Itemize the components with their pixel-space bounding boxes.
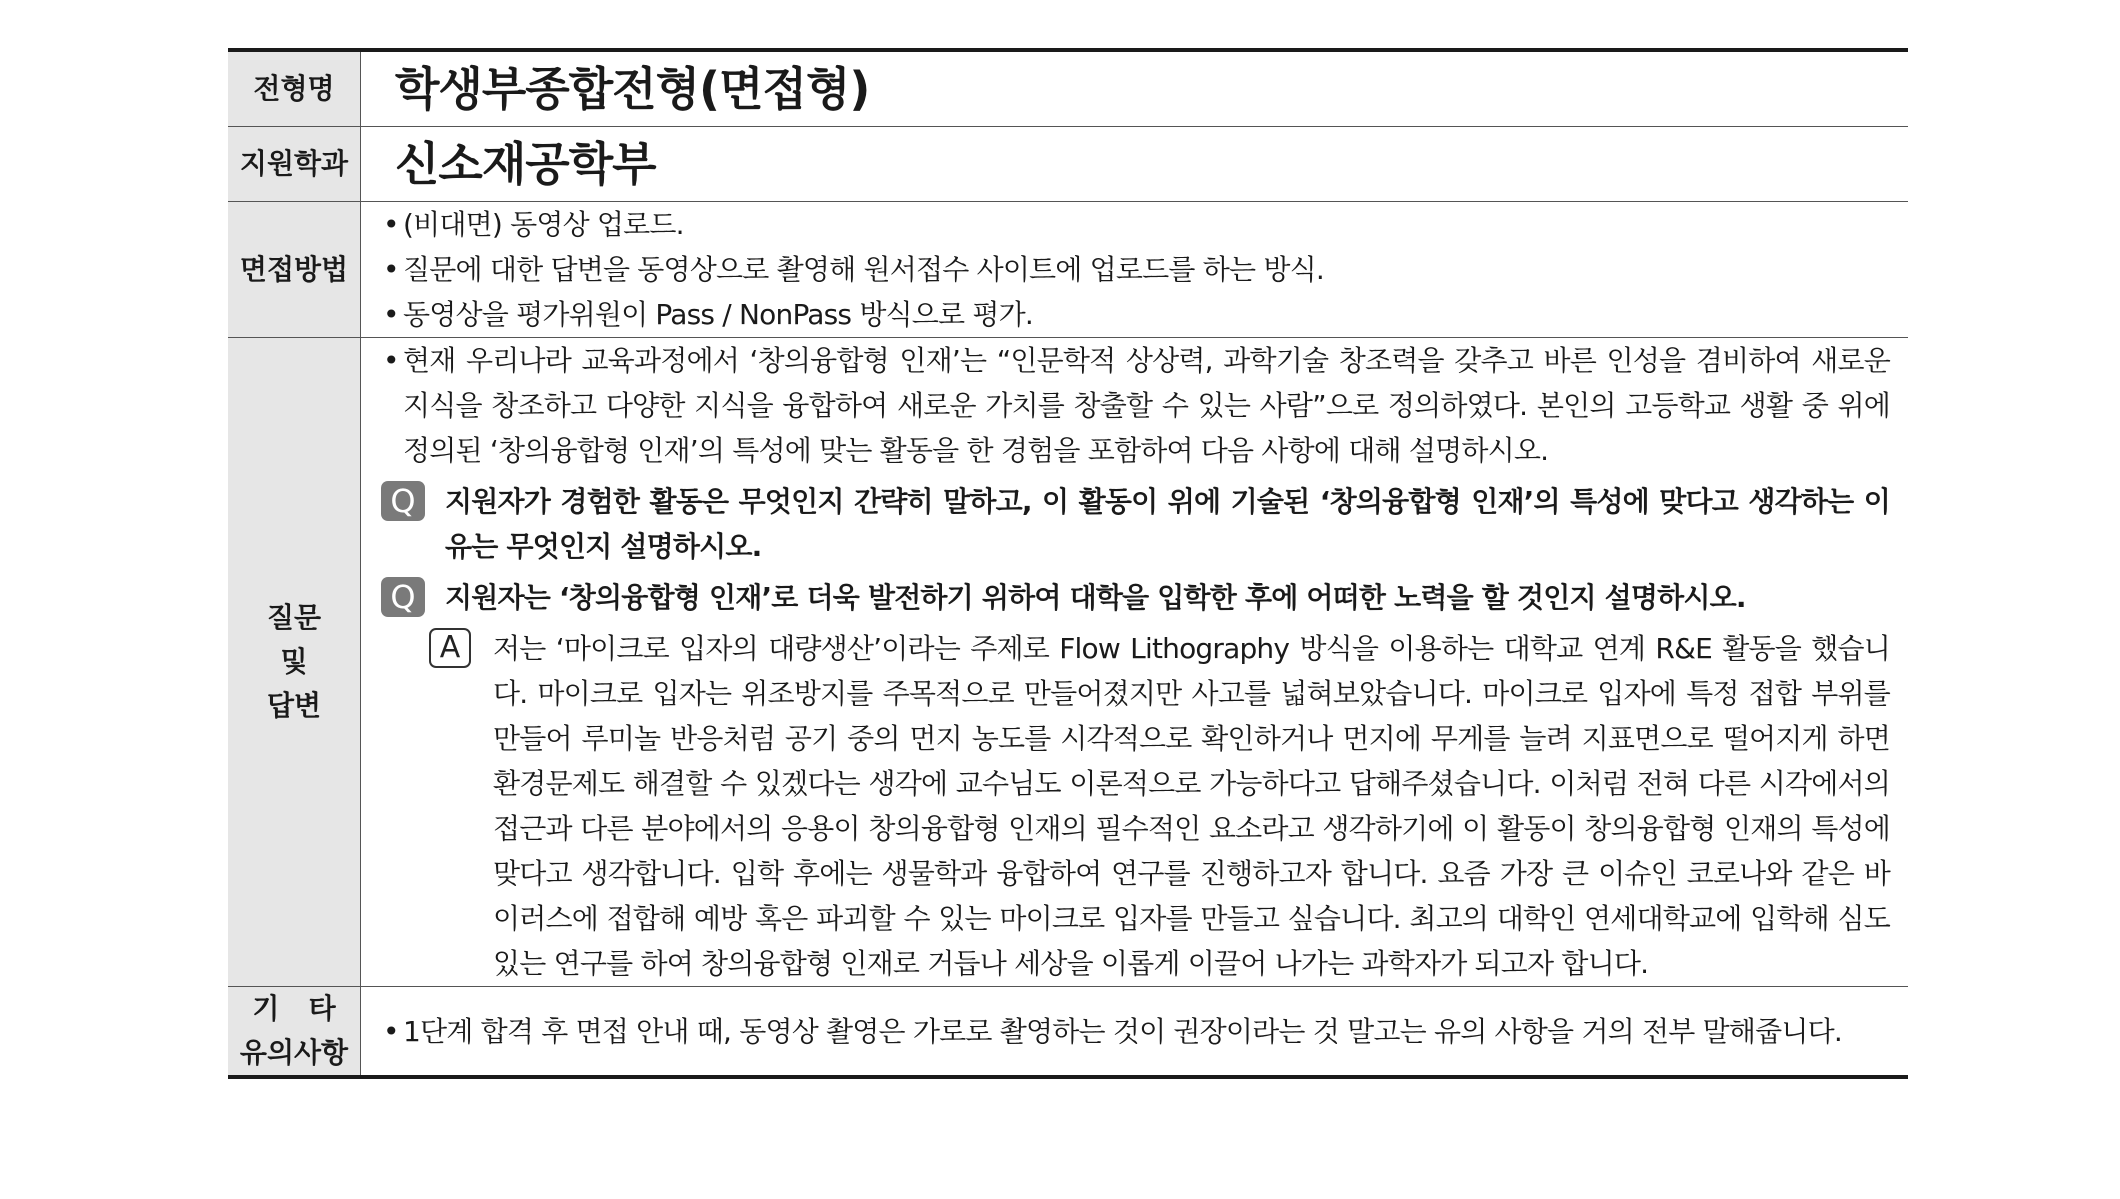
answer-badge-icon: A — [429, 628, 471, 668]
value-department-cell — [361, 127, 1909, 202]
other-notes-text: • 1단계 합격 후 면접 안내 때, 동영상 촬영은 가로로 촬영하는 것이 권장이라는 것 말고는 유의 사항을 거의 전부 말해줍니다. — [381, 1009, 1890, 1054]
label-qa-line-2: 및 — [280, 645, 308, 678]
label-questions-answers — [228, 338, 361, 987]
department-value: 신소재공학부 — [395, 137, 656, 191]
admission-interview-sheet — [228, 48, 1908, 1079]
method-item-2: • 질문에 대한 답변을 동영상으로 촬영해 원서접수 사이트에 업로드를 하는 방식. — [381, 247, 1890, 292]
row-admission-type — [228, 50, 1908, 127]
row-interview-method — [228, 202, 1908, 338]
label-other-notes — [228, 987, 361, 1078]
method-item-1: • (비대면) 동영상 업로드. — [381, 202, 1890, 247]
question-2 — [381, 575, 1890, 620]
row-other-notes — [228, 987, 1908, 1078]
label-department: 지원학과 — [228, 127, 361, 202]
value-interview-method-cell — [361, 202, 1909, 338]
question-2-text: 지원자는 ‘창의융합형 인재’로 더욱 발전하기 위하여 대학을 입학한 후에 어떠한 노력을 할 것인지 설명하시오. — [445, 581, 1746, 614]
row-questions-answers — [228, 338, 1908, 987]
answer — [381, 626, 1890, 986]
label-notes-line-2: 유의사항 — [239, 1036, 349, 1069]
label-qa-line-3: 답변 — [266, 689, 322, 722]
question-badge-icon: Q — [381, 481, 425, 521]
value-questions-answers-cell — [361, 338, 1909, 987]
method-item-3: • 동영상을 평가위원이 Pass / NonPass 방식으로 평가. — [381, 292, 1890, 337]
label-interview-method: 면접방법 — [228, 202, 361, 338]
label-qa-line-1: 질문 — [266, 601, 322, 634]
value-admission-type-cell — [361, 50, 1909, 127]
admission-type-value: 학생부종합전형(면접형) — [395, 62, 870, 116]
question-1 — [381, 479, 1890, 569]
label-admission-type: 전형명 — [228, 50, 361, 127]
question-badge-icon: Q — [381, 577, 425, 617]
interview-info-table — [228, 48, 1908, 1079]
answer-text: 저는 ‘마이크로 입자의 대량생산’이라는 주제로 Flow Lithography 방식을 이용하는 대학교 연계 R&E 활동을 했습니다. 마이크로 입자는 위조방지를 주목적으로 만들어졌지만 사고를 넓혀보았습니다. 마이크로 입자에 특정 접합 부위를 만들어 루미놀 반응처럼 공기 중의 먼지 농도를 시각적으로 확인하거나 먼지에 무게를 늘려 지표면으로 떨어지게 하면 환경문제도 해결할 수 있겠다는 생각에 교수님도 이론적으로 가능하다고 답해주셨습니다. 이처럼 전혀 다른 시각에서의 접근과 다른 분야에서의 응용이 창의융합형 인재의 필수적인 요소라고 생각하기에 이 활동이 창의융합형 인재의 특성에 맞다고 생각합니다. 입학 후에는 생물학과 융합하여 연구를 진행하고자 합니다. 요즘 가장 큰 이슈인 코로나와 같은 바이러스에 접합해 예방 혹은 파괴할 수 있는 마이크로 입자를 만들고 싶습니다. 최고의 대학인 연세대학교에 입학해 심도 있는 연구를 하여 창의융합형 인재로 거듭나 세상을 이롭게 이끌어 나가는 과학자가 되고자 합니다. — [493, 632, 1890, 980]
qa-intro: • 현재 우리나라 교육과정에서 ‘창의융합형 인재’는 “인문학적 상상력, 과학기술 창조력을 갖추고 바른 인성을 겸비하여 새로운 지식을 창조하고 다양한 지식을 융합하여 새로운 가치를 창출할 수 있는 사람”으로 정의하였다. 본인의 고등학교 생활 중 위에 정의된 ‘창의융합형 인재’의 특성에 맞는 활동을 한 경험을 포함하여 다음 사항에 대해 설명하시오. — [381, 338, 1890, 473]
row-department — [228, 127, 1908, 202]
question-1-text: 지원자가 경험한 활동은 무엇인지 간략히 말하고, 이 활동이 위에 기술된 ‘창의융합형 인재’의 특성에 맞다고 생각하는 이유는 무엇인지 설명하시오. — [445, 485, 1890, 563]
label-notes-line-1: 기 타 — [252, 992, 336, 1025]
value-other-notes-cell — [361, 987, 1909, 1078]
